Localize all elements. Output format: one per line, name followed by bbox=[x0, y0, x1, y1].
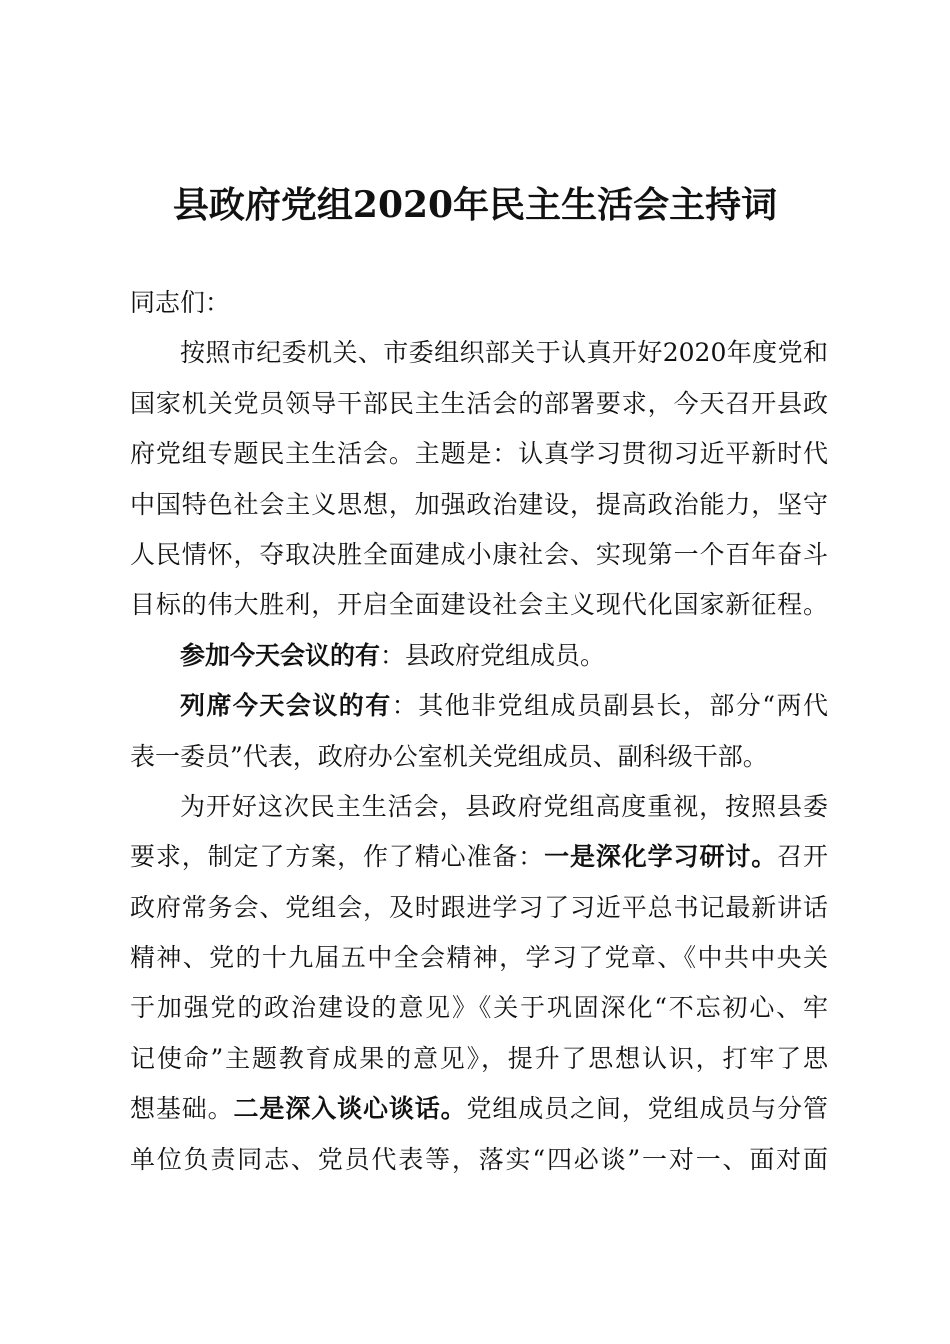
paragraph-line: 目标的伟大胜利，开启全面建设社会主义现代化国家新征程。 bbox=[130, 590, 828, 620]
line-text: 要求，制定了方案，作了精心准备： bbox=[130, 842, 545, 872]
line-text: 想基础。 bbox=[130, 1094, 234, 1124]
preparation-paragraph bbox=[130, 782, 828, 1185]
attendees-paragraph bbox=[130, 631, 828, 681]
point1-heading: 一是深化学习研讨。 bbox=[544, 842, 778, 872]
point2-heading: 二是深入谈心谈话。 bbox=[233, 1094, 467, 1124]
paragraph-line: 按照市纪委机关、市委组织部关于认真开好2020年度党和 bbox=[180, 338, 828, 368]
paragraph-line: 于加强党的政治建设的意见》《关于巩固深化“不忘初心、牢 bbox=[130, 993, 828, 1023]
paragraph-line: 单位负责同志、党员代表等，落实“四必谈”一对一、面对面 bbox=[130, 1144, 828, 1174]
paragraph-line: 中国特色社会主义思想，加强政治建设，提高政治能力，坚守 bbox=[130, 489, 828, 519]
observers-paragraph bbox=[130, 681, 828, 782]
greeting: 同志们： bbox=[130, 288, 231, 317]
line-text: 党组成员之间，党组成员与分管 bbox=[466, 1094, 828, 1124]
paragraph-line: 记使命”主题教育成果的意见》，提升了思想认识，打牢了思 bbox=[130, 1043, 828, 1073]
attendees-label: 参加今天会议的有 bbox=[180, 640, 381, 670]
paragraph-line bbox=[130, 1084, 828, 1134]
observers-text: ：其他非党组成员副县长，部分“两代 bbox=[391, 691, 828, 721]
intro-paragraph bbox=[130, 328, 828, 630]
attendees-text: ：县政府党组成员。 bbox=[380, 640, 606, 670]
paragraph-line: 表一委员”代表，政府办公室机关党组成员、副科级干部。 bbox=[130, 741, 768, 771]
paragraph-line bbox=[130, 631, 828, 681]
paragraph-line: 国家机关党员领导干部民主生活会的部署要求，今天召开县政 bbox=[130, 388, 828, 418]
paragraph-line bbox=[130, 832, 828, 882]
line-text: 召开 bbox=[777, 842, 828, 872]
page-title: 县政府党组2020年民主生活会主持词 bbox=[172, 184, 778, 226]
document-body bbox=[130, 278, 828, 1185]
paragraph-line bbox=[130, 681, 828, 731]
paragraph-line: 为开好这次民主生活会，县政府党组高度重视，按照县委 bbox=[180, 791, 828, 821]
paragraph-line: 精神、党的十九届五中全会精神，学习了党章、《中共中央关 bbox=[130, 943, 828, 973]
paragraph-line: 府党组专题民主生活会。主题是：认真学习贯彻习近平新时代 bbox=[130, 439, 828, 469]
paragraph-line: 政府常务会、党组会，及时跟进学习了习近平总书记最新讲话 bbox=[130, 892, 828, 922]
paragraph-line: 人民情怀，夺取决胜全面建成小康社会、实现第一个百年奋斗 bbox=[130, 539, 828, 569]
observers-label: 列席今天会议的有 bbox=[180, 691, 392, 721]
